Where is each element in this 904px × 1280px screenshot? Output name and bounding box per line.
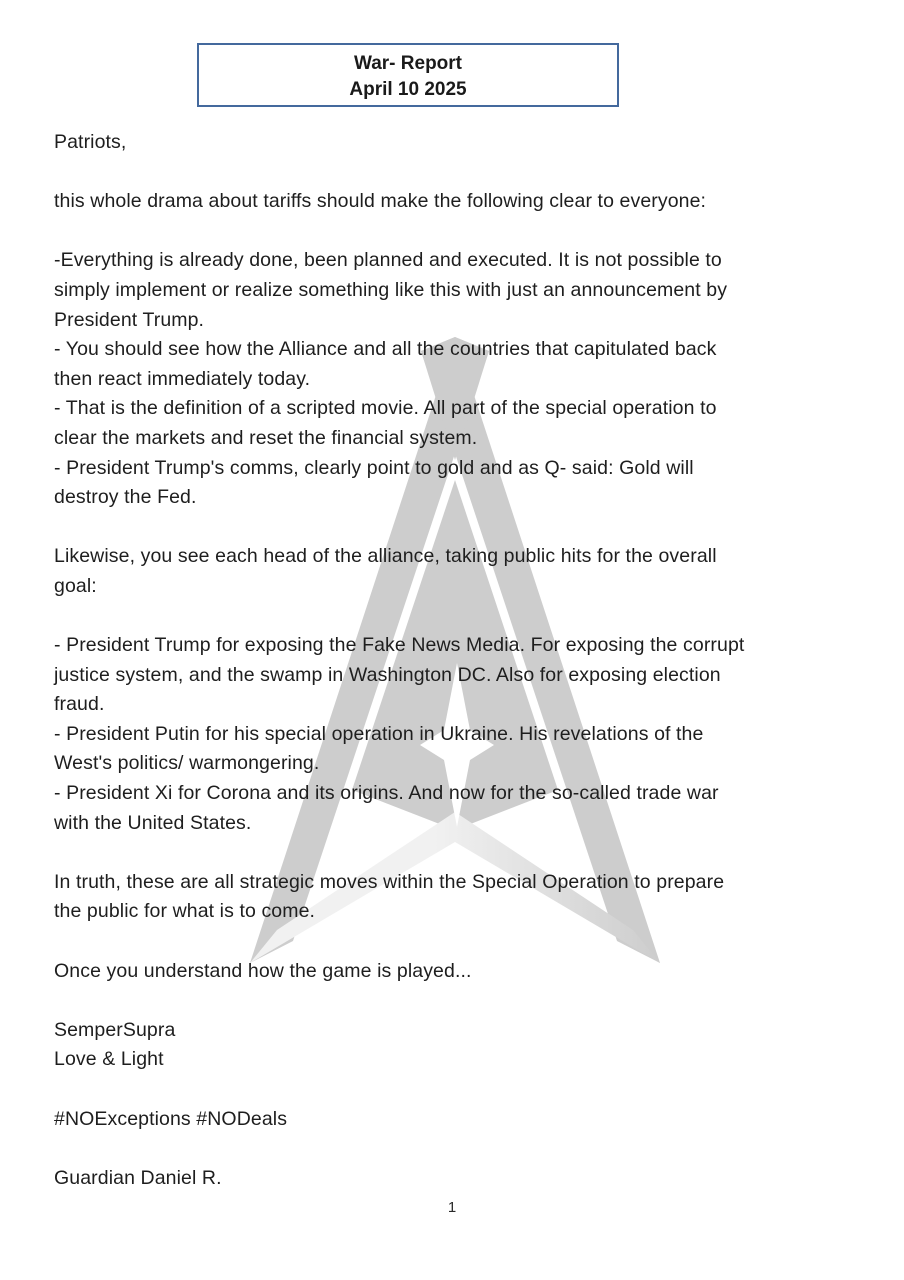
text-line: #NOExceptions #NODeals — [54, 1107, 288, 1130]
text-line: simply implement or realize something like this with just an announcement by — [54, 278, 728, 301]
text-line: then react immediately today. — [54, 367, 311, 390]
text-line: Guardian Daniel R. — [54, 1166, 222, 1189]
text-line: destroy the Fed. — [54, 486, 197, 509]
paragraph-block — [54, 187, 874, 217]
paragraph-block — [54, 1016, 874, 1075]
text-line: - President Trump's comms, clearly point to gold and as Q- said: Gold will — [54, 456, 694, 479]
text-line: - President Xi for Corona and its origins. And now for the so-called trade war — [54, 782, 719, 805]
text-line: President Trump. — [54, 308, 205, 331]
text-line: SemperSupra — [54, 1018, 176, 1041]
paragraph-block — [54, 128, 874, 158]
paragraph-block — [54, 631, 874, 838]
paragraph-block — [54, 1105, 874, 1135]
page-number: 1 — [447, 1199, 457, 1216]
text-line: this whole drama about tariffs should make the following clear to everyone: — [54, 190, 707, 213]
text-line: the public for what is to come. — [54, 900, 316, 923]
text-line: Patriots, — [54, 131, 127, 153]
paragraph-block — [54, 957, 874, 987]
text-line: goal: — [54, 574, 97, 597]
report-title: War- Report — [353, 53, 463, 74]
text-line: - You should see how the Alliance and all the countries that capitulated back — [54, 338, 717, 361]
header-box — [197, 43, 619, 107]
text-line: fraud. — [54, 693, 105, 716]
text-line: - President Putin for his special operation in Ukraine. His revelations of the — [54, 722, 704, 745]
paragraph-block — [54, 868, 874, 927]
text-line: West's politics/ warmongering. — [54, 752, 320, 775]
paragraph-block — [54, 542, 874, 601]
report-date: April 10 2025 — [349, 79, 467, 100]
paragraph-block — [54, 246, 874, 512]
text-line: justice system, and the swamp in Washington DC. Also for exposing election — [54, 663, 721, 686]
page-footer — [0, 1199, 904, 1216]
text-line: Love & Light — [54, 1048, 164, 1071]
text-line: with the United States. — [54, 811, 252, 834]
text-line: clear the markets and reset the financial system. — [54, 426, 478, 449]
text-line: - That is the definition of a scripted movie. All part of the special operation to — [54, 397, 717, 420]
text-line: In truth, these are all strategic moves within the Special Operation to prepare — [54, 870, 725, 893]
text-line: -Everything is already done, been planned and executed. It is not possible to — [54, 249, 722, 272]
text-line: - President Trump for exposing the Fake News Media. For exposing the corrupt — [54, 634, 745, 657]
document-body — [54, 128, 874, 1193]
text-line: Once you understand how the game is played... — [54, 959, 472, 982]
paragraph-block — [54, 1164, 874, 1194]
text-line: Likewise, you see each head of the alliance, taking public hits for the overall — [54, 545, 717, 568]
